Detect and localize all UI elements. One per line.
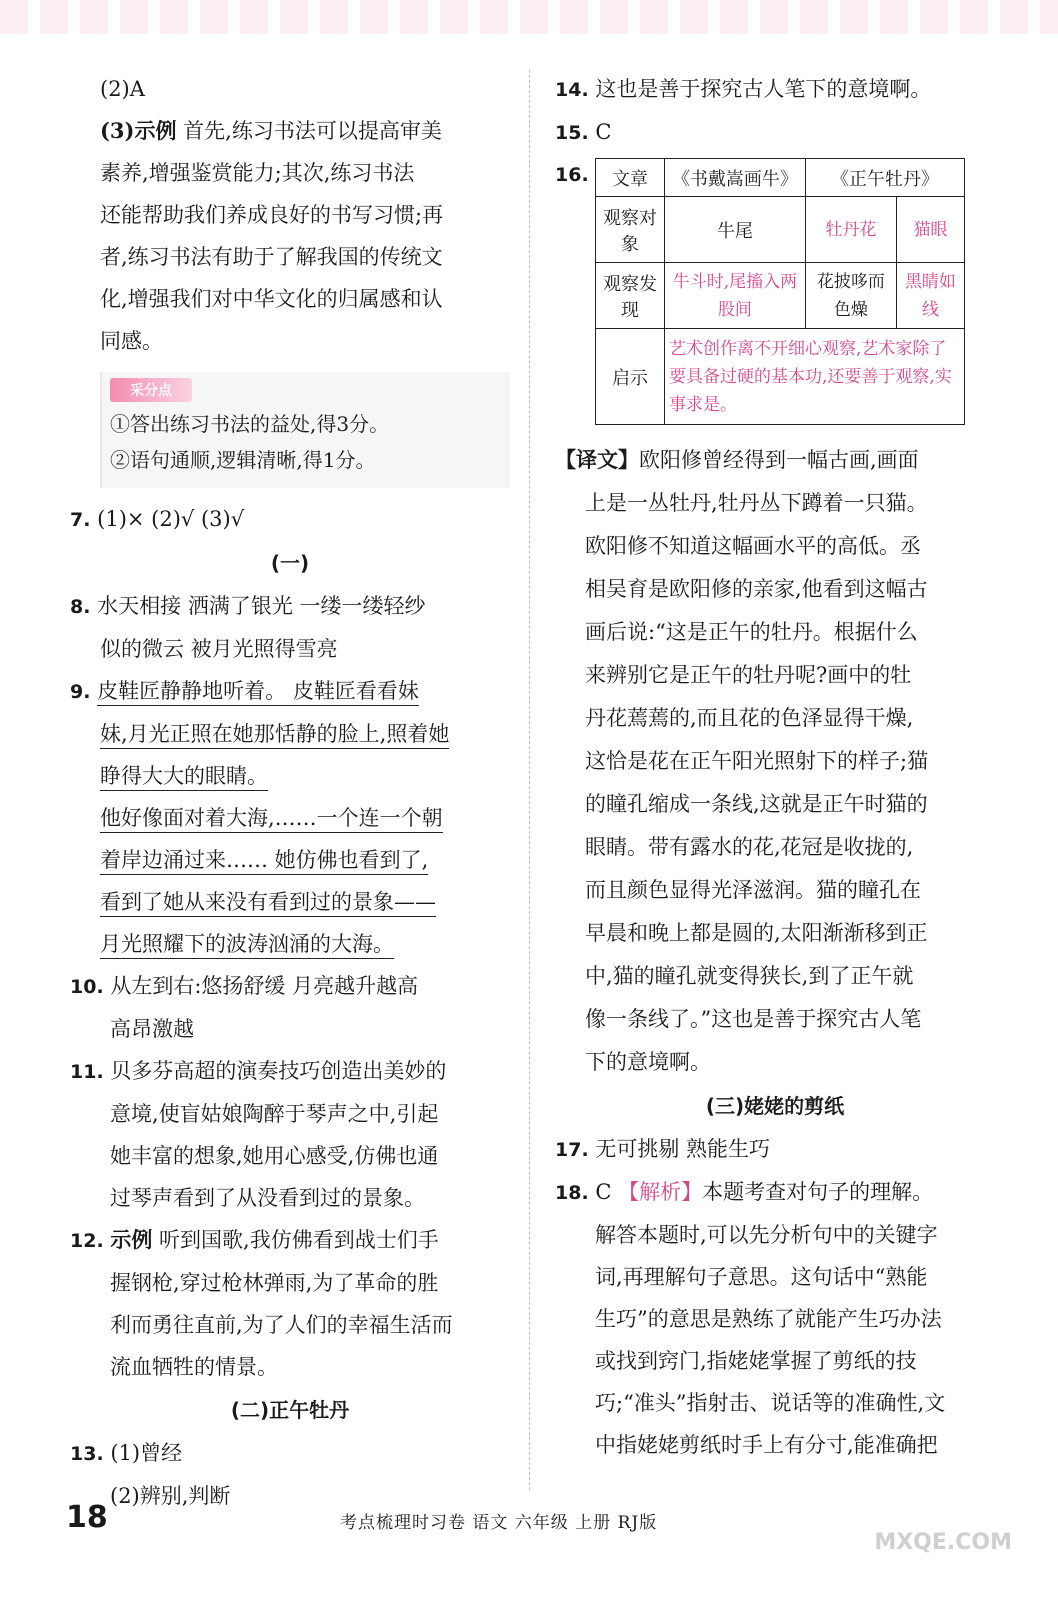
q16-number: 16. [555, 164, 589, 186]
q12-line: 利而勇往直前,为了人们的幸福生活而 [110, 1313, 453, 1337]
translation-line: 上是一丛牡丹,牡丹丛下蹲着一只猫。 [585, 491, 928, 515]
q12-line: 握钢枪,穿过枪林弹雨,为了革命的胜 [110, 1271, 439, 1295]
q7-answer: 7. (1)× (2)√ (3)√ [70, 507, 245, 531]
q9-line: 妹,月光正照在她那恬静的脸上,照着她 [70, 713, 510, 755]
q6-line: 素养,增强鉴赏能力;其次,练习书法 [100, 161, 415, 185]
cell-finding-b1: 花披哆而色燥 [805, 263, 896, 329]
q9-line: 着岸边涌过来…… 她仿佛也看到了, [70, 839, 510, 881]
q11-line: 意境,使盲姑娘陶醉于琴声之中,引起 [110, 1102, 439, 1126]
translation-line: 丹花蔫蔫的,而且花的色泽显得干燥, [585, 706, 914, 730]
cell-object-a: 牛尾 [665, 197, 806, 263]
left-column [70, 68, 510, 1517]
q18-line: 巧;“准头”指射击、说话等的准确性,文 [595, 1391, 946, 1415]
row-label-object: 观察对象 [596, 197, 665, 263]
translation-line: 而且颜色显得光泽滋润。猫的瞳孔在 [585, 878, 921, 902]
table-header-b: 《正午牡丹》 [805, 159, 964, 197]
translation-first-line: 【译文】欧阳修曾经得到一幅古画,画面 [555, 447, 919, 472]
q6-line: 还能帮助我们养成良好的书写习惯;再 [100, 203, 444, 227]
q15-answer: 15. C [555, 120, 612, 144]
watermark-logo: MXQE.COM [874, 1530, 1012, 1555]
top-decor-band [0, 0, 1058, 34]
column-divider [529, 70, 530, 1490]
q10-answer: 10. 从左到右:悠扬舒缓 月亮越升越高 [70, 974, 419, 998]
cell-object-b2: 猫眼 [896, 197, 964, 263]
q6-line: 者,练习书法有助于了解我国的传统文 [100, 245, 443, 269]
translation-line: 中,猫的瞳孔就变得狭长,到了正午就 [585, 964, 914, 988]
q16-answer [555, 158, 995, 438]
q14-answer: 14. 这也是善于探究古人笔下的意境啊。 [555, 77, 932, 101]
translation-line: 眼睛。带有露水的花,花冠是收拢的, [585, 835, 914, 859]
table-header-article: 文章 [596, 159, 665, 197]
section-heading-3: (三)姥姥的剪纸 [705, 1094, 845, 1118]
translation-label: 【译文】 [555, 447, 639, 472]
right-column [555, 68, 995, 1466]
q11-answer: 11. 贝多芬高超的演奏技巧创造出美妙的 [70, 1059, 447, 1083]
translation-line: 早晨和晚上都是圆的,太阳渐渐移到正 [585, 921, 928, 945]
translation-line: 下的意境啊。 [585, 1050, 711, 1074]
q18-line: 词,再理解句子意思。这句话中“熟能 [595, 1265, 928, 1289]
q9-line: 他好像面对着大海,……一个连一个朝 [70, 797, 510, 839]
q8-line: 似的微云 被月光照得雪亮 [100, 637, 338, 661]
section-heading-2: (二)正午牡丹 [230, 1398, 350, 1422]
scoring-point: ①答出练习书法的益处,得3分。 [110, 412, 390, 436]
translation-line: 欧阳修不知道这幅画水平的高低。丞 [585, 534, 921, 558]
comparison-table [595, 158, 965, 425]
translation-line: 这恰是花在正午阳光照射下的样子;猫 [585, 749, 929, 773]
scoring-point: ②语句通顺,逻辑清晰,得1分。 [110, 448, 376, 472]
q6-answer-3: (3)示例 首先,练习书法可以提高审美 [100, 118, 442, 143]
q18-line: 或找到窍门,指姥姥掌握了剪纸的技 [595, 1349, 917, 1373]
analysis-tag: 【解析】 [618, 1180, 703, 1204]
q9-line: 月光照耀下的波涛汹涌的大海。 [70, 923, 510, 965]
cell-object-b1: 牡丹花 [805, 197, 896, 263]
q18-line: 生巧”的意思是熟练了就能产生巧办法 [595, 1307, 942, 1331]
q6-answer-2: (2)A [100, 77, 145, 101]
translation-line: 画后说:“这是正午的牡丹。根据什么 [585, 620, 918, 644]
translation-line: 像一条线了。”这也是善于探究古人笔 [585, 1007, 922, 1031]
scoring-points-box [100, 372, 510, 488]
translation-line: 的瞳孔缩成一条线,这就是正午时猫的 [585, 792, 928, 816]
q10-line: 高昂激越 [110, 1017, 194, 1041]
translation-line: 来辨别它是正午的牡丹呢?画中的牡 [585, 663, 912, 687]
q18-line: 中指姥姥剪纸时手上有分寸,能准确把 [595, 1433, 938, 1457]
table-header-a: 《书戴嵩画牛》 [665, 159, 806, 197]
q6-line: 化,增强我们对中华文化的归属感和认 [100, 287, 443, 311]
q11-line: 她丰富的想象,她用心感受,仿佛也通 [110, 1144, 439, 1168]
q12-answer: 12. 示例 听到国歌,我仿佛看到战士们手 [70, 1227, 439, 1252]
q9-answer: 9. 皮鞋匠静静地听着。 皮鞋匠看看妹 [70, 670, 510, 713]
q13-line: (2)辨别,判断 [110, 1484, 231, 1508]
q11-line: 过琴声看到了从没看到过的景象。 [110, 1186, 425, 1210]
q18-line: 解答本题时,可以先分析句中的关键字 [595, 1223, 938, 1247]
q6-line: 同感。 [100, 329, 163, 353]
section-heading-1: (一) [270, 551, 310, 575]
cell-insight: 艺术创作离不开细心观察,艺术家除了要具备过硬的基本功,还要善于观察,实事求是。 [665, 329, 965, 425]
q9-line: 看到了她从来没有看到过的景象—— [70, 881, 510, 923]
q13-answer: 13. (1)曾经 [70, 1441, 183, 1465]
q9-line: 睁得大大的眼睛。 [70, 755, 510, 797]
scoring-points-tag: 采分点 [110, 378, 192, 402]
example-label: (3)示例 [100, 118, 177, 143]
translation-line: 相吴育是欧阳修的亲家,他看到这幅古 [585, 577, 928, 601]
row-label-finding: 观察发现 [596, 263, 665, 329]
row-label-insight: 启示 [596, 329, 665, 425]
cell-finding-a: 牛斗时,尾搐入两股间 [665, 263, 806, 329]
q12-line: 流血牺牲的情景。 [110, 1355, 278, 1379]
q17-answer: 17. 无可挑剔 熟能生巧 [555, 1137, 771, 1161]
page-number: 18 [66, 1500, 108, 1535]
cell-finding-b2: 黑睛如线 [896, 263, 964, 329]
q18-answer: 18. C 【解析】本题考查对句子的理解。 [555, 1180, 934, 1204]
q8-answer: 8. 水天相接 洒满了银光 一缕一缕轻纱 [70, 594, 426, 618]
book-title: 考点梳理时习卷 语文 六年级 上册 RJ版 [340, 1513, 658, 1533]
